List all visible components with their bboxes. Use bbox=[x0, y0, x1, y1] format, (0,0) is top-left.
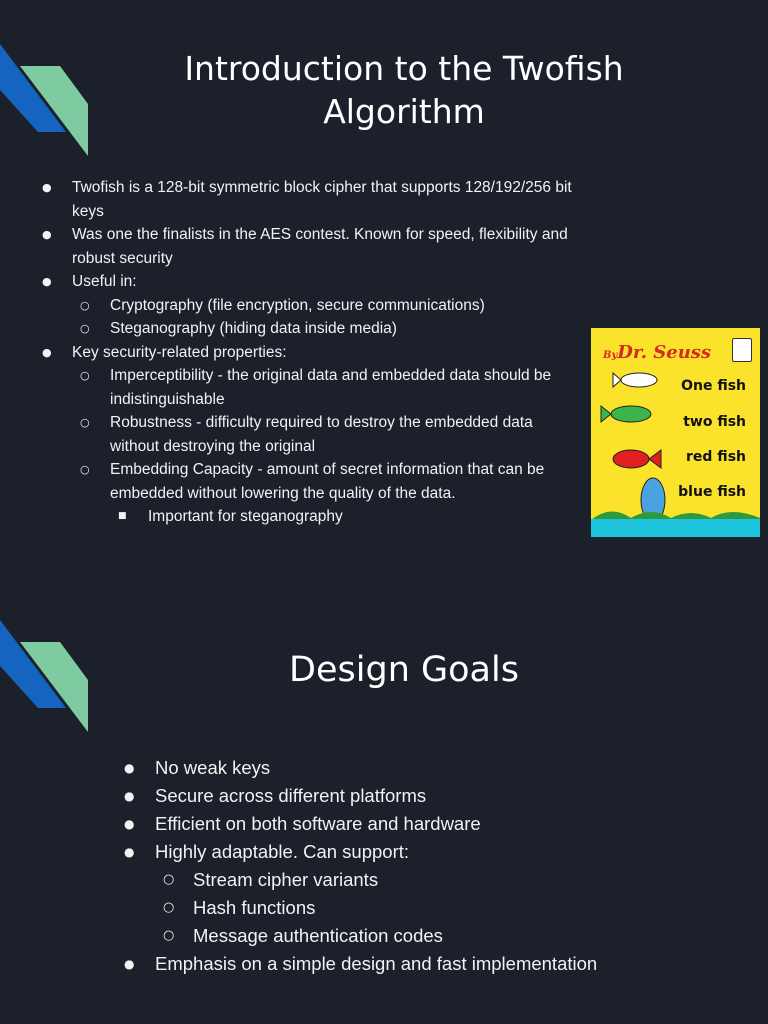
book-water-band bbox=[591, 519, 760, 537]
book-line-1: One fish bbox=[681, 378, 746, 394]
slide-accent-shape bbox=[0, 576, 90, 736]
slide-design-goals bbox=[0, 576, 768, 1024]
book-cover-image bbox=[591, 328, 760, 537]
bullet-text: Highly adaptable. Can support: bbox=[155, 841, 410, 862]
bullet-text: Useful in: bbox=[72, 273, 137, 290]
bullet-item: ● Emphasis on a simple design and fast implementation bbox=[155, 950, 715, 978]
fish-illustration bbox=[591, 328, 760, 537]
sub-bullet-list bbox=[193, 866, 715, 950]
sub-sub-bullet-item: ■ Important for steganography bbox=[148, 505, 582, 529]
bullet-item bbox=[155, 838, 715, 950]
book-line-3: red fish bbox=[686, 449, 746, 465]
sub-bullet-list bbox=[110, 364, 582, 529]
sub-bullet-item: ○ Imperceptibility - the original data and embedded data should be indistinguishable bbox=[110, 364, 582, 411]
slide-body bbox=[72, 176, 582, 529]
bullet-item: ● Twofish is a 128-bit symmetric block cipher that supports 128/192/256 bit keys bbox=[72, 176, 582, 223]
bullet-list bbox=[72, 176, 582, 529]
sub-bullet-text: Embedding Capacity - amount of secret information that can be embedded without lowering the quality of the data. bbox=[110, 461, 545, 502]
sub-bullet-item: ○ Robustness - difficulty required to destroy the embedded data without destroying the original bbox=[110, 411, 582, 458]
sub-bullet-item: ○ Stream cipher variants bbox=[193, 866, 715, 894]
sub-bullet-item: ○ Message authentication codes bbox=[193, 922, 715, 950]
bullet-item: ● Was one the finalists in the AES contest. Known for speed, flexibility and robust security bbox=[72, 223, 582, 270]
bullet-item: ● Secure across different platforms bbox=[155, 782, 715, 810]
sub-bullet-item: ○ Cryptography (file encryption, secure communications) bbox=[110, 294, 582, 318]
slide-accent-shape bbox=[0, 0, 90, 160]
slide-body bbox=[155, 754, 715, 978]
bullet-item bbox=[72, 270, 582, 341]
book-author: ByDr. Seuss bbox=[603, 342, 712, 363]
bullet-item: ● Efficient on both software and hardware bbox=[155, 810, 715, 838]
bullet-list bbox=[155, 754, 715, 978]
sub-bullet-list bbox=[110, 294, 582, 341]
sub-sub-bullet-list bbox=[148, 505, 582, 529]
sub-bullet-item bbox=[110, 458, 582, 529]
sub-bullet-item: ○ Steganography (hiding data inside media) bbox=[110, 317, 582, 341]
bullet-item: ● No weak keys bbox=[155, 754, 715, 782]
bullet-item bbox=[72, 341, 582, 529]
bullet-text: Key security-related properties: bbox=[72, 343, 287, 361]
sub-bullet-item: ○ Hash functions bbox=[193, 894, 715, 922]
slide-title: Introduction to the Twofish Algorithm bbox=[184, 49, 624, 131]
book-line-4: blue fish bbox=[678, 484, 746, 500]
slide-title: Design Goals bbox=[289, 650, 519, 690]
book-line-2: two fish bbox=[683, 414, 746, 430]
